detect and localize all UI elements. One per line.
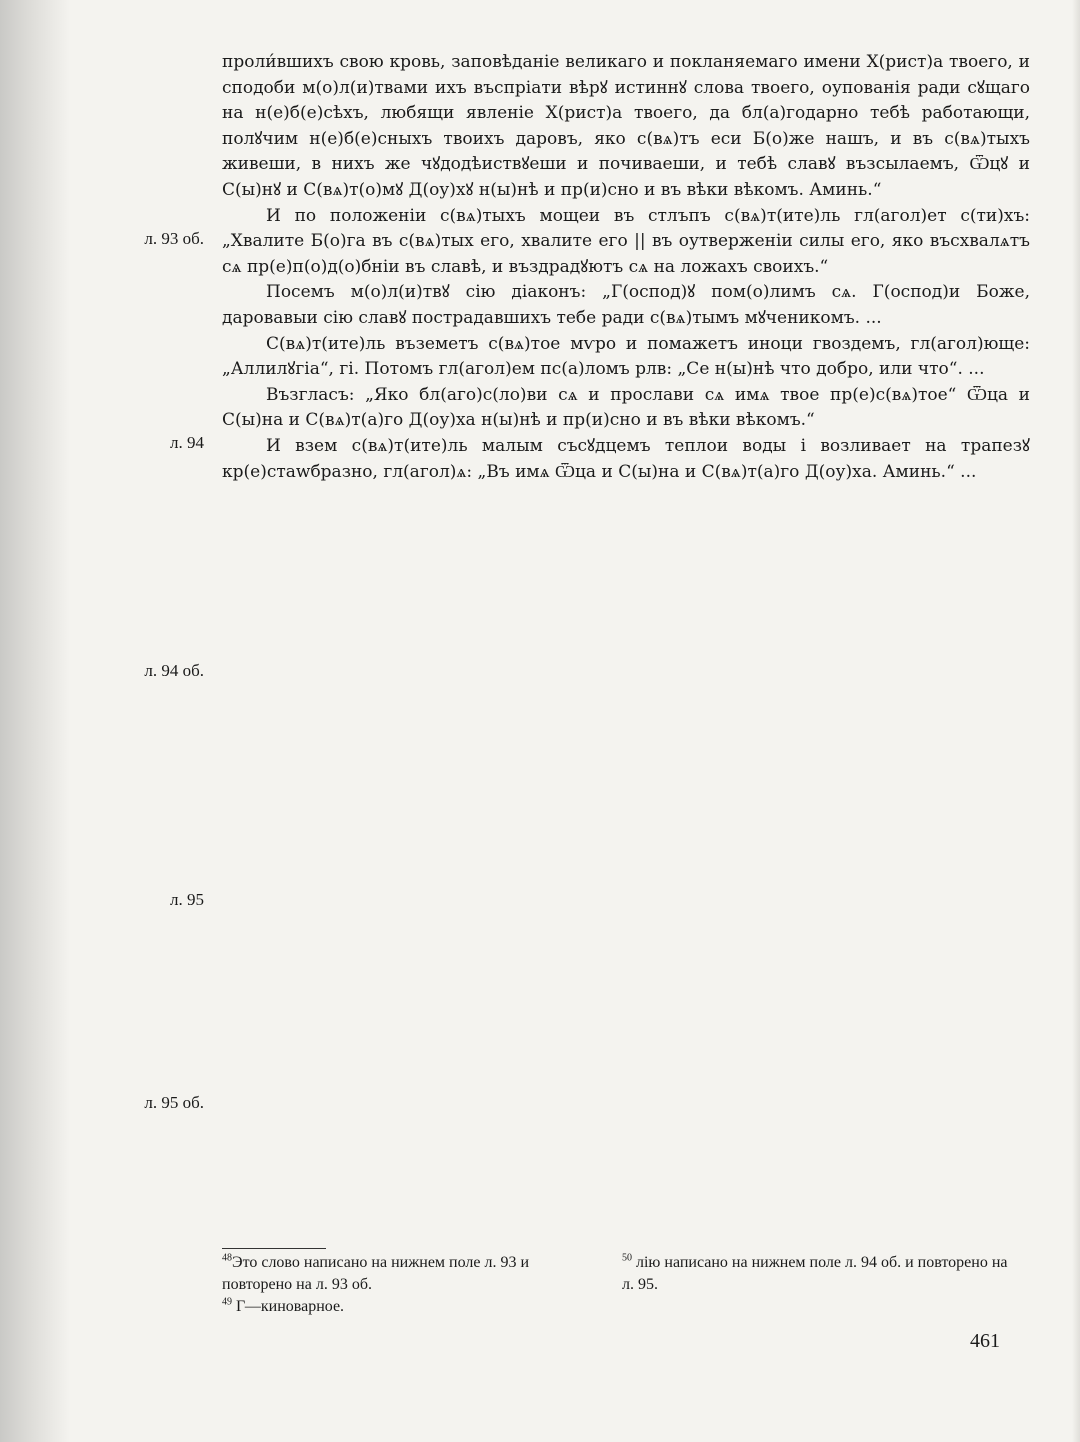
folio-marker: л. 95 [170,890,204,909]
footnote-mark: 50 [622,1252,632,1264]
margin-folio-column [0,0,210,1442]
footnote-text: Это слово написано на нижнем поле л. 93 и повторено на л. 93 об. [222,1254,530,1293]
folio-marker: л. 93 об. [144,229,204,248]
footnotes-right [622,1252,1022,1296]
footnote-mark: 49 [222,1296,232,1308]
paragraph: С(вѧ)т(ите)ль въземетъ с(вѧ)тое мѵро и помажетъ иноци гвоздемъ, гл(агол)юще: „Аллилꙋгіа“, гі. Потомъ гл(агол)ем пс(а)ломъ рлв: „Се н(ы)нѣ что добро, или что“. ... [222,333,1030,380]
paragraph: Посемъ м(о)л(и)твꙋ сію діаконъ: „Г(оспод)ꙋ пом(о)лимъ сѧ. Г(оспод)и Боже, даровавыи сію славꙋ пострадавшихъ тебе ради с(вѧ)тымъ мꙋченикомъ. ... [222,282,1030,328]
footnote [222,1296,602,1318]
footnote-text: Г—киноварное. [236,1298,345,1315]
footnote [622,1252,1022,1296]
main-text [222,50,1030,485]
folio-marker: л. 94 [170,433,204,452]
paragraph: Възгласъ: „Яко бл(аго)с(ло)ви сѧ и прослави сѧ имѧ твое пр(е)с(вѧ)тое“ Ѿца и С(ы)на и С(вѧ)т(а)го Д(оу)ха н(ы)нѣ и пр(и)сно и въ вѣки вѣкомъ.“ [222,384,1030,431]
paragraph: И по положеніи с(вѧ)тыхъ мощеи въ стлъпъ с(вѧ)т(ите)ль гл(агол)ет с(ти)хъ: „Хвалите Б(о)га въ с(вѧ)тых его, хвалите его || въ оутверженіи силы его, яко въсхвалѧтъ сѧ пр(е)п(о)д(о)бніи въ славѣ, и въздрадꙋютъ сѧ на ложахъ своихъ.“ [222,205,1030,277]
footnote-mark: 48 [222,1252,232,1264]
page-number: 461 [970,1330,1000,1352]
folio-marker: л. 94 об. [144,661,204,680]
paragraph: проли́вшихъ свою кровь, заповѣданіе великаго и покланяемаго имени Х(рист)а твоего, и сподоби м(о)л(и)твами ихъ въспріати вѣрꙋ истиннꙋ слова твоего, оупованія ради сꙋщаго на н(е)б(е)сѣхъ, любящи явленіе Х(рист)а твоего, да бл(а)годарно тебѣ работающи, полꙋчим н(е)б(е)сныхъ твоихъ даровъ, яко с(вѧ)тъ еси Б(о)же нашъ, и въ с(вѧ)тыхъ живеши, в нихъ же чꙋдодѣиствꙋеши и почиваеши, и тебѣ славꙋ възсылаемъ, Ѿцꙋ и С(ы)нꙋ и С(вѧ)т(о)мꙋ Д(оу)хꙋ н(ы)нѣ и пр(и)сно и въ вѣки вѣкомъ. Аминь.“ [222,52,1030,200]
footnote-rule [222,1248,326,1249]
paragraph: И взем с(вѧ)т(ите)ль малым съсꙋдцемъ теплои воды і возливает на трапезꙋ кр(е)стаwбразно, гл(агол)ѧ: „Въ имѧ Ѿца и С(ы)на и С(вѧ)т(а)го Д(оу)ха. Аминь.“ ... [222,435,1030,482]
footnote-text: лію написано на нижнем поле л. 94 об. и повторено на л. 95. [622,1254,1008,1293]
footnotes-left [222,1252,602,1318]
footnote [222,1252,602,1296]
page-edge [1072,0,1080,1442]
folio-marker: л. 95 об. [144,1093,204,1112]
